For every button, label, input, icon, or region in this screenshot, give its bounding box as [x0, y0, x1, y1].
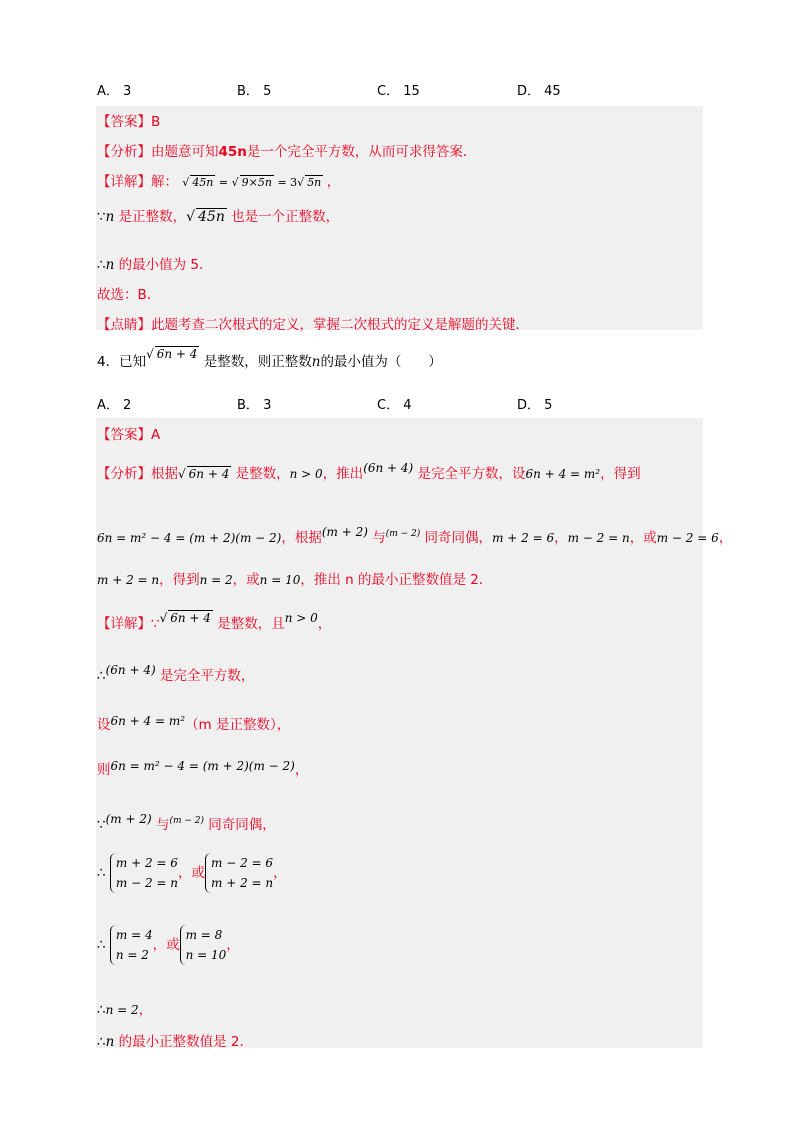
q3-detail-line3: ∴n 的最小值为 5．	[97, 257, 213, 273]
q4-option-b: B． 3	[237, 398, 272, 413]
q4-detail-line4: 则6n = m² − 4 = (m + 2)(m − 2)，	[97, 759, 309, 778]
q3-option-d: D． 45	[517, 84, 561, 99]
q4-detail-line5: ∵(m + 2) 与$^{(m - 2)}$ 同奇同偶，	[97, 812, 276, 833]
q4-detail-line7: ∴ m = 4 n = 2，或m = 8 n = 10，	[97, 925, 240, 965]
q4-option-c: C． 4	[377, 398, 412, 413]
q4-detail-line2: ∴(6n + 4) 是完全平方数，	[97, 663, 255, 684]
q3-answer: 【答案】B	[97, 114, 161, 130]
q4-analysis-line1: 【分析】根据√ 6n + 4 是整数，n > 0，推出(6n + 4) 是完全平方数，设6n + 4 = m²，得到	[97, 461, 641, 482]
q3-option-a: A． 3	[97, 84, 132, 99]
q3-detail: 【详解】解： √ 45n = √ 9×5n = 3√ 5n ，	[97, 174, 341, 190]
q3-analysis: 【分析】由题意可知45n是一个完全平方数，从而可求得答案．	[97, 144, 477, 160]
q3-choose: 故选：B．	[97, 287, 161, 303]
q3-option-c: C． 15	[377, 84, 420, 99]
q4-stem: 4．已知√ 6n + 4 是整数，则正整数n的最小值为（ ）	[97, 347, 442, 370]
q4-analysis-line3: m + 2 = n，得到n = 2，或n = 10，推出 n 的最小正整数值是 2．	[97, 572, 493, 588]
q4-answer: 【答案】A	[97, 427, 161, 443]
q4-option-a: A． 2	[97, 398, 132, 413]
q4-detail-line3: 设6n + 4 = m²（m 是正整数），	[97, 714, 291, 733]
q4-detail-line6: ∴ m + 2 = 6 m − 2 = n，或m − 2 = 6 m + 2 = n，	[97, 853, 287, 893]
q4-detail-line1: 【详解】∵√ 6n + 4 是整数，且n > 0，	[97, 611, 332, 632]
q3-option-b: B． 5	[237, 84, 272, 99]
q4-option-d: D． 5	[517, 398, 553, 413]
q4-detail-line9: ∴n 的最小正整数值是 2．	[97, 1034, 253, 1050]
q4-analysis-line2: 6n = m² − 4 = (m + 2)(m − 2)，根据(m + 2) 与$^{(m - 2)}$ 同奇同偶，m + 2 = 6，m − 2 = n，或m − 2 = 6，	[97, 525, 733, 546]
q3-detail-line2: ∵n 是正整数，√ 45n 也是一个正整数，	[97, 209, 340, 225]
q3-point: 【点睛】此题考查二次根式的定义，掌握二次根式的定义是解题的关键．	[97, 317, 529, 333]
q4-detail-line8: ∴n = 2，	[97, 1002, 153, 1018]
